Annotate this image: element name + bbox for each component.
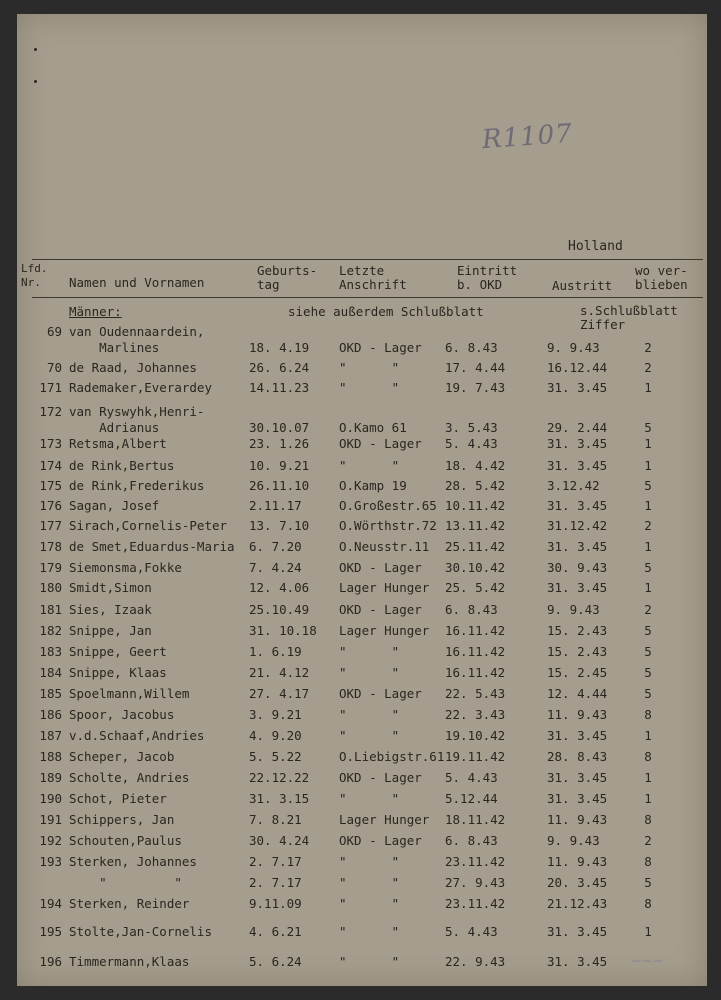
row-entry-date: 27. 9.43 bbox=[445, 875, 506, 890]
row-entry-date: 28. 5.42 bbox=[445, 478, 506, 493]
row-exit-date: 21.12.43 bbox=[547, 896, 608, 911]
row-birthdate: 5. 5.22 bbox=[249, 749, 302, 764]
row-exit-date: 31.12.42 bbox=[547, 518, 608, 533]
row-address: O.Kamo 61 bbox=[339, 420, 407, 435]
row-birthdate: 26. 6.24 bbox=[249, 360, 310, 375]
row-remaining-code: 2 bbox=[644, 833, 652, 848]
row-name: Schippers, Jan bbox=[69, 812, 175, 827]
row-remaining-code: 1 bbox=[644, 770, 652, 785]
row-address: Lager Hunger bbox=[339, 623, 430, 638]
row-name: Rademaker,Everardey bbox=[69, 380, 212, 395]
row-number: 173 bbox=[39, 436, 62, 451]
row-address: OKD - Lager bbox=[339, 770, 422, 785]
row-birthdate: 2.11.17 bbox=[249, 498, 302, 513]
row-birthdate: 7. 8.21 bbox=[249, 812, 302, 827]
row-exit-date: 3.12.42 bbox=[547, 478, 600, 493]
row-remaining-code: 2 bbox=[644, 340, 652, 355]
row-entry-date: 23.11.42 bbox=[445, 896, 506, 911]
row-address: " " bbox=[339, 954, 400, 969]
row-address: " " bbox=[339, 665, 400, 680]
row-remaining-code: 5 bbox=[644, 686, 652, 701]
row-number: 181 bbox=[39, 602, 62, 617]
row-remaining-code: 8 bbox=[644, 854, 652, 869]
table-row bbox=[17, 324, 707, 355]
row-exit-date: 9. 9.43 bbox=[547, 340, 600, 355]
row-entry-date: 16.11.42 bbox=[445, 623, 506, 638]
document-page bbox=[17, 14, 707, 986]
row-number: 180 bbox=[39, 580, 62, 595]
row-exit-date: 20. 3.45 bbox=[547, 875, 608, 890]
header-name: Namen und Vornamen bbox=[69, 275, 205, 290]
row-entry-date: 18. 4.42 bbox=[445, 458, 506, 473]
row-remaining-code: 1 bbox=[644, 458, 652, 473]
note-siehe: siehe außerdem Schlußblatt bbox=[288, 304, 484, 319]
row-name: de Smet,Eduardus-Maria bbox=[69, 539, 235, 554]
margin-scribble: ~~~ bbox=[631, 954, 664, 969]
row-number: 185 bbox=[39, 686, 62, 701]
row-exit-date: 31. 3.45 bbox=[547, 791, 608, 806]
row-exit-date: 16.12.44 bbox=[547, 360, 608, 375]
table-row bbox=[17, 380, 707, 400]
row-remaining-code: 5 bbox=[644, 644, 652, 659]
row-remaining-code: 1 bbox=[644, 728, 652, 743]
row-number: 194 bbox=[39, 896, 62, 911]
row-exit-date: 31. 3.45 bbox=[547, 498, 608, 513]
row-address: " " bbox=[339, 791, 400, 806]
row-number: 178 bbox=[39, 539, 62, 554]
table-row bbox=[17, 770, 707, 790]
row-number: 186 bbox=[39, 707, 62, 722]
row-address: OKD - Lager bbox=[339, 436, 422, 451]
row-remaining-code: 5 bbox=[644, 623, 652, 638]
row-name: van Oudennaardein, Marlines bbox=[69, 324, 205, 355]
row-remaining-code: 2 bbox=[644, 518, 652, 533]
row-name: Spoor, Jacobus bbox=[69, 707, 175, 722]
row-birthdate: 9.11.09 bbox=[249, 896, 302, 911]
table-row bbox=[17, 478, 707, 498]
row-address: O.Kamp 19 bbox=[339, 478, 407, 493]
table-row bbox=[17, 360, 707, 380]
row-address: " " bbox=[339, 458, 400, 473]
row-birthdate: 10. 9.21 bbox=[249, 458, 310, 473]
row-name: Sagan, Josef bbox=[69, 498, 160, 513]
row-birthdate: 2. 7.17 bbox=[249, 875, 302, 890]
row-address: O.Großestr.65 bbox=[339, 498, 437, 513]
row-remaining-code: 8 bbox=[644, 707, 652, 722]
punch-hole bbox=[34, 80, 37, 83]
row-entry-date: 13.11.42 bbox=[445, 518, 506, 533]
row-entry-date: 17. 4.44 bbox=[445, 360, 506, 375]
row-number: 171 bbox=[39, 380, 62, 395]
row-address: OKD - Lager bbox=[339, 560, 422, 575]
row-entry-date: 5.12.44 bbox=[445, 791, 498, 806]
row-birthdate: 23. 1.26 bbox=[249, 436, 310, 451]
row-number: 189 bbox=[39, 770, 62, 785]
row-exit-date: 31. 3.45 bbox=[547, 436, 608, 451]
row-number: 195 bbox=[39, 924, 62, 939]
header-nr: Lfd. Nr. bbox=[21, 262, 48, 289]
country-label: Holland bbox=[568, 239, 623, 254]
row-exit-date: 31. 3.45 bbox=[547, 924, 608, 939]
row-entry-date: 16.11.42 bbox=[445, 665, 506, 680]
row-address: " " bbox=[339, 924, 400, 939]
row-address: O.Neusstr.11 bbox=[339, 539, 430, 554]
row-remaining-code: 5 bbox=[644, 665, 652, 680]
row-entry-date: 22. 3.43 bbox=[445, 707, 506, 722]
row-address: OKD - Lager bbox=[339, 686, 422, 701]
row-exit-date: 9. 9.43 bbox=[547, 833, 600, 848]
row-entry-date: 22. 5.43 bbox=[445, 686, 506, 701]
row-exit-date: 31. 3.45 bbox=[547, 728, 608, 743]
row-entry-date: 3. 5.43 bbox=[445, 420, 498, 435]
row-name: Siemonsma,Fokke bbox=[69, 560, 182, 575]
row-entry-date: 6. 8.43 bbox=[445, 340, 498, 355]
row-entry-date: 6. 8.43 bbox=[445, 833, 498, 848]
row-remaining-code: 2 bbox=[644, 602, 652, 617]
row-name: Retsma,Albert bbox=[69, 436, 167, 451]
row-entry-date: 19.10.42 bbox=[445, 728, 506, 743]
row-name: Stolte,Jan-Cornelis bbox=[69, 924, 212, 939]
table-row bbox=[17, 458, 707, 478]
row-number: 193 bbox=[39, 854, 62, 869]
row-remaining-code: 5 bbox=[644, 875, 652, 890]
row-entry-date: 19. 7.43 bbox=[445, 380, 506, 395]
row-entry-date: 22. 9.43 bbox=[445, 954, 506, 969]
row-exit-date: 15. 2.45 bbox=[547, 665, 608, 680]
row-name: Snippe, Klaas bbox=[69, 665, 167, 680]
row-number: 177 bbox=[39, 518, 62, 533]
row-exit-date: 15. 2.43 bbox=[547, 644, 608, 659]
header-top-rule bbox=[32, 259, 703, 260]
table-row bbox=[17, 560, 707, 580]
row-birthdate: 2. 7.17 bbox=[249, 854, 302, 869]
row-birthdate: 31. 3.15 bbox=[249, 791, 310, 806]
table-row bbox=[17, 580, 707, 600]
table-row bbox=[17, 924, 707, 944]
row-exit-date: 31. 3.45 bbox=[547, 580, 608, 595]
row-remaining-code: 1 bbox=[644, 580, 652, 595]
row-exit-date: 30. 9.43 bbox=[547, 560, 608, 575]
row-address: " " bbox=[339, 360, 400, 375]
row-number: 192 bbox=[39, 833, 62, 848]
row-address: OKD - Lager bbox=[339, 602, 422, 617]
row-birthdate: 1. 6.19 bbox=[249, 644, 302, 659]
row-birthdate: 3. 9.21 bbox=[249, 707, 302, 722]
row-number: 190 bbox=[39, 791, 62, 806]
row-entry-date: 19.11.42 bbox=[445, 749, 506, 764]
table-row bbox=[17, 644, 707, 664]
row-name: Spoelmann,Willem bbox=[69, 686, 190, 701]
row-address: O.Liebigstr.61 bbox=[339, 749, 445, 764]
row-address: OKD - Lager bbox=[339, 340, 422, 355]
row-number: 172 bbox=[39, 404, 62, 419]
table-row bbox=[17, 854, 707, 874]
row-address: OKD - Lager bbox=[339, 833, 422, 848]
table-row bbox=[17, 518, 707, 538]
row-entry-date: 16.11.42 bbox=[445, 644, 506, 659]
row-exit-date: 29. 2.44 bbox=[547, 420, 608, 435]
row-exit-date: 31. 3.45 bbox=[547, 380, 608, 395]
row-remaining-code: 5 bbox=[644, 560, 652, 575]
header-anschrift: Letzte Anschrift bbox=[339, 263, 407, 292]
archive-stamp: R1107 bbox=[481, 118, 574, 156]
row-remaining-code: 1 bbox=[644, 380, 652, 395]
row-number: 70 bbox=[46, 360, 62, 375]
row-name: Scholte, Andries bbox=[69, 770, 190, 785]
row-name: Smidt,Simon bbox=[69, 580, 152, 595]
table-row bbox=[17, 749, 707, 769]
row-remaining-code: 5 bbox=[644, 420, 652, 435]
row-address: " " bbox=[339, 896, 400, 911]
header-geburtstag: Geburts- tag bbox=[257, 263, 318, 292]
row-name: Schot, Pieter bbox=[69, 791, 167, 806]
row-name: Sies, Izaak bbox=[69, 602, 152, 617]
row-number: 191 bbox=[39, 812, 62, 827]
row-address: " " bbox=[339, 854, 400, 869]
row-birthdate: 4. 9.20 bbox=[249, 728, 302, 743]
row-address: " " bbox=[339, 707, 400, 722]
row-name: van Ryswyhk,Henri- Adrianus bbox=[69, 404, 205, 435]
section-label: Männer: bbox=[69, 304, 122, 319]
table-row bbox=[17, 791, 707, 811]
table-row bbox=[17, 436, 707, 456]
row-number: 175 bbox=[39, 478, 62, 493]
row-exit-date: 11. 9.43 bbox=[547, 812, 608, 827]
table-row bbox=[17, 896, 707, 916]
row-address: Lager Hunger bbox=[339, 580, 430, 595]
table-row bbox=[17, 498, 707, 518]
row-exit-date: 31. 3.45 bbox=[547, 539, 608, 554]
row-birthdate: 14.11.23 bbox=[249, 380, 310, 395]
row-exit-date: 31. 3.45 bbox=[547, 770, 608, 785]
table-row bbox=[17, 707, 707, 727]
row-remaining-code: 1 bbox=[644, 498, 652, 513]
row-entry-date: 25. 5.42 bbox=[445, 580, 506, 595]
row-name: Sirach,Cornelis-Peter bbox=[69, 518, 228, 533]
row-remaining-code: 1 bbox=[644, 436, 652, 451]
row-birthdate: 22.12.22 bbox=[249, 770, 310, 785]
table-row bbox=[17, 665, 707, 685]
row-birthdate: 5. 6.24 bbox=[249, 954, 302, 969]
row-number: 187 bbox=[39, 728, 62, 743]
row-address: O.Wörthstr.72 bbox=[339, 518, 437, 533]
header-verblieben: wo ver- blieben bbox=[635, 263, 688, 292]
table-row bbox=[17, 875, 707, 895]
table-row bbox=[17, 602, 707, 622]
row-number: 182 bbox=[39, 623, 62, 638]
header-bottom-rule bbox=[32, 297, 703, 298]
row-birthdate: 30. 4.24 bbox=[249, 833, 310, 848]
row-number: 69 bbox=[46, 324, 62, 339]
row-name: Sterken, Reinder bbox=[69, 896, 190, 911]
note-ziffer: s.Schlußblatt Ziffer bbox=[580, 303, 678, 332]
row-number: 179 bbox=[39, 560, 62, 575]
table-row bbox=[17, 539, 707, 559]
row-exit-date: 31. 3.45 bbox=[547, 458, 608, 473]
row-birthdate: 26.11.10 bbox=[249, 478, 310, 493]
row-address: " " bbox=[339, 380, 400, 395]
row-birthdate: 6. 7.20 bbox=[249, 539, 302, 554]
punch-hole bbox=[34, 48, 37, 51]
row-address: " " bbox=[339, 644, 400, 659]
row-remaining-code: 8 bbox=[644, 896, 652, 911]
row-name: de Rink,Bertus bbox=[69, 458, 175, 473]
row-remaining-code: 5 bbox=[644, 478, 652, 493]
row-exit-date: 12. 4.44 bbox=[547, 686, 608, 701]
row-number: 176 bbox=[39, 498, 62, 513]
row-remaining-code: 8 bbox=[644, 749, 652, 764]
row-number: 188 bbox=[39, 749, 62, 764]
row-entry-date: 5. 4.43 bbox=[445, 924, 498, 939]
row-remaining-code: 2 bbox=[644, 360, 652, 375]
table-row bbox=[17, 812, 707, 832]
row-name: Schouten,Paulus bbox=[69, 833, 182, 848]
row-birthdate: 27. 4.17 bbox=[249, 686, 310, 701]
row-entry-date: 18.11.42 bbox=[445, 812, 506, 827]
row-birthdate: 7. 4.24 bbox=[249, 560, 302, 575]
row-remaining-code: 1 bbox=[644, 539, 652, 554]
row-name: " " bbox=[69, 875, 182, 890]
row-birthdate: 25.10.49 bbox=[249, 602, 310, 617]
row-entry-date: 10.11.42 bbox=[445, 498, 506, 513]
row-number: 174 bbox=[39, 458, 62, 473]
header-austritt: Austritt bbox=[552, 278, 613, 293]
table-row bbox=[17, 954, 707, 974]
table-row bbox=[17, 728, 707, 748]
row-name: Scheper, Jacob bbox=[69, 749, 175, 764]
row-birthdate: 30.10.07 bbox=[249, 420, 310, 435]
row-entry-date: 6. 8.43 bbox=[445, 602, 498, 617]
row-address: " " bbox=[339, 728, 400, 743]
row-address: Lager Hunger bbox=[339, 812, 430, 827]
row-birthdate: 13. 7.10 bbox=[249, 518, 310, 533]
row-birthdate: 18. 4.19 bbox=[249, 340, 310, 355]
row-exit-date: 9. 9.43 bbox=[547, 602, 600, 617]
row-entry-date: 5. 4.43 bbox=[445, 436, 498, 451]
table-row bbox=[17, 686, 707, 706]
row-name: de Rink,Frederikus bbox=[69, 478, 205, 493]
row-exit-date: 11. 9.43 bbox=[547, 707, 608, 722]
row-remaining-code: 8 bbox=[644, 812, 652, 827]
row-exit-date: 31. 3.45 bbox=[547, 954, 608, 969]
row-entry-date: 5. 4.43 bbox=[445, 770, 498, 785]
row-entry-date: 30.10.42 bbox=[445, 560, 506, 575]
row-name: Sterken, Johannes bbox=[69, 854, 197, 869]
table-row bbox=[17, 404, 707, 435]
row-entry-date: 23.11.42 bbox=[445, 854, 506, 869]
table-row bbox=[17, 623, 707, 643]
row-exit-date: 11. 9.43 bbox=[547, 854, 608, 869]
row-name: Timmermann,Klaas bbox=[69, 954, 190, 969]
row-exit-date: 15. 2.43 bbox=[547, 623, 608, 638]
row-name: v.d.Schaaf,Andries bbox=[69, 728, 205, 743]
row-number: 183 bbox=[39, 644, 62, 659]
row-remaining-code: 1 bbox=[644, 791, 652, 806]
row-remaining-code: 1 bbox=[644, 924, 652, 939]
row-birthdate: 21. 4.12 bbox=[249, 665, 310, 680]
row-exit-date: 28. 8.43 bbox=[547, 749, 608, 764]
row-number: 184 bbox=[39, 665, 62, 680]
row-number: 196 bbox=[39, 954, 62, 969]
row-birthdate: 4. 6.21 bbox=[249, 924, 302, 939]
row-birthdate: 31. 10.18 bbox=[249, 623, 317, 638]
row-entry-date: 25.11.42 bbox=[445, 539, 506, 554]
row-name: Snippe, Geert bbox=[69, 644, 167, 659]
row-birthdate: 12. 4.06 bbox=[249, 580, 310, 595]
row-name: Snippe, Jan bbox=[69, 623, 152, 638]
row-name: de Raad, Johannes bbox=[69, 360, 197, 375]
table-row bbox=[17, 833, 707, 853]
header-eintritt: Eintritt b. OKD bbox=[457, 263, 518, 292]
row-address: " " bbox=[339, 875, 400, 890]
